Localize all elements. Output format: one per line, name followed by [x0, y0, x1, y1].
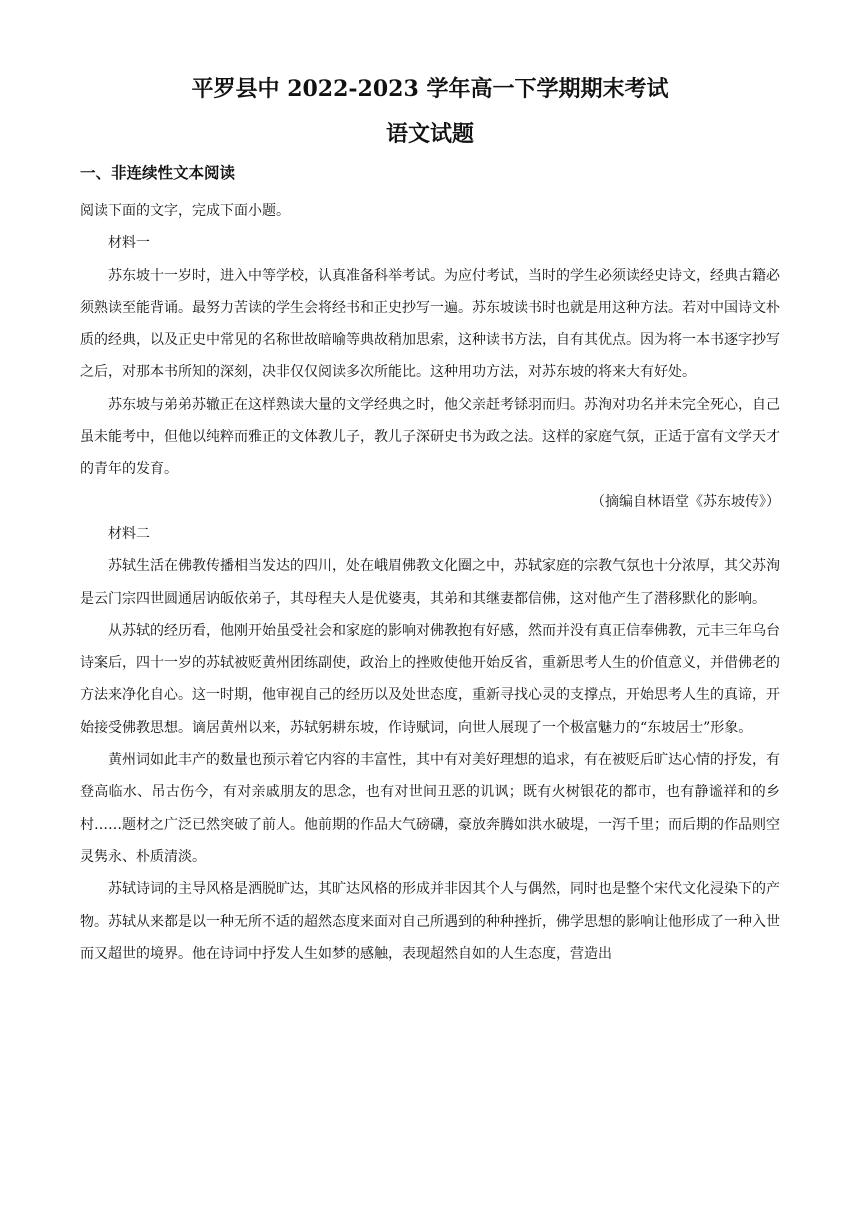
material1-paragraph-1: 苏东坡十一岁时，进入中等学校，认真准备科举考试。为应付考试，当时的学生必须读经史诗文，经典古籍必须熟读至能背诵。最努力苦读的学生会将经书和正史抄写一遍。苏东坡读书时也就是用这种方法。若对中国诗文朴质的经典，以及正史中常见的名称世故暗喻等典故稍加思索，这种读书方法，自有其优点。因为将一本书逐字抄写之后，对那本书所知的深刻，决非仅仅阅读多次所能比。这种用功方法，对苏东坡的将来大有好处。 — [80, 267, 780, 381]
material2-label: 材料二 — [108, 525, 150, 542]
material1-paragraph-2: 苏东坡与弟弟苏辙正在这样熟读大量的文学经典之时，他父亲赶考铩羽而归。苏洵对功名并未完全死心，自己虽未能考中，但他以纯粹而雅正的文体教儿子，教儿子深研史书为政之法。这样的家庭气氛，正适于富有文学天才的青年的发育。 — [80, 396, 780, 478]
section-heading: 一、非连续性文本阅读 — [80, 164, 236, 182]
page-title: 平罗县中 2022-2023 学年高一下学期期末考试 — [191, 76, 669, 102]
material2-paragraph-1: 苏轼生活在佛教传播相当发达的四川，处在峨眉佛教文化圈之中，苏轼家庭的宗教气氛也十分浓厚，其父苏洵是云门宗四世圆通居讷皈依弟子，其母程夫人是优婆夷，其弟和其继妻都信佛，这对他产生了潜移默化的影响。 — [80, 558, 780, 607]
instruction-text: 阅读下面的文字，完成下面小题。 — [80, 203, 290, 219]
material1-label: 材料一 — [108, 235, 150, 252]
material2-paragraph-3: 黄州词如此丰产的数量也预示着它内容的丰富性，其中有对美好理想的追求，有在被贬后旷达心情的抒发，有登高临水、吊古伤今，有对亲戚朋友的思念，也有对世间丑恶的讥讽；既有火树银花的都市，也有静谧祥和的乡村……题材之广泛已然突破了前人。他前期的作品大气磅礴，豪放奔腾如洪水破堤，一泻千里；而后期的作品则空灵隽永、朴质清淡。 — [80, 752, 780, 865]
reading-passage — [80, 195, 780, 970]
material2-paragraph-4: 苏轼诗词的主导风格是洒脱旷达，其旷达风格的形成并非因其个人与偶然，同时也是整个宋代文化浸染下的产物。苏轼从来都是以一种无所不适的超然态度来面对自己所遇到的种种挫折，佛学思想的影响让他形成了一种入世而又超世的境界。他在诗词中抒发人生如梦的感触，表现超然自如的人生态度，营造出 — [80, 881, 780, 962]
page-subtitle: 语文试题 — [385, 121, 474, 147]
material1-source: （摘编自林语堂《苏东坡传》） — [591, 493, 780, 510]
material2-paragraph-2: 从苏轼的经历看，他刚开始虽受社会和家庭的影响对佛教抱有好感，然而并没有真正信奉佛教，元丰三年乌台诗案后，四十一岁的苏轼被贬黄州团练副使，政治上的挫败使他开始反省，重新思考人生的价值意义，并借佛老的方法来净化自心。这一时期，他审视自己的经历以及处世态度，重新寻找心灵的支撑点，开始思考人生的真谛，开始接受佛教思想。谪居黄州以来，苏轼躬耕东坡，作诗赋词，向世人展现了一个极富魅力的“东坡居士”形象。 — [80, 622, 780, 736]
